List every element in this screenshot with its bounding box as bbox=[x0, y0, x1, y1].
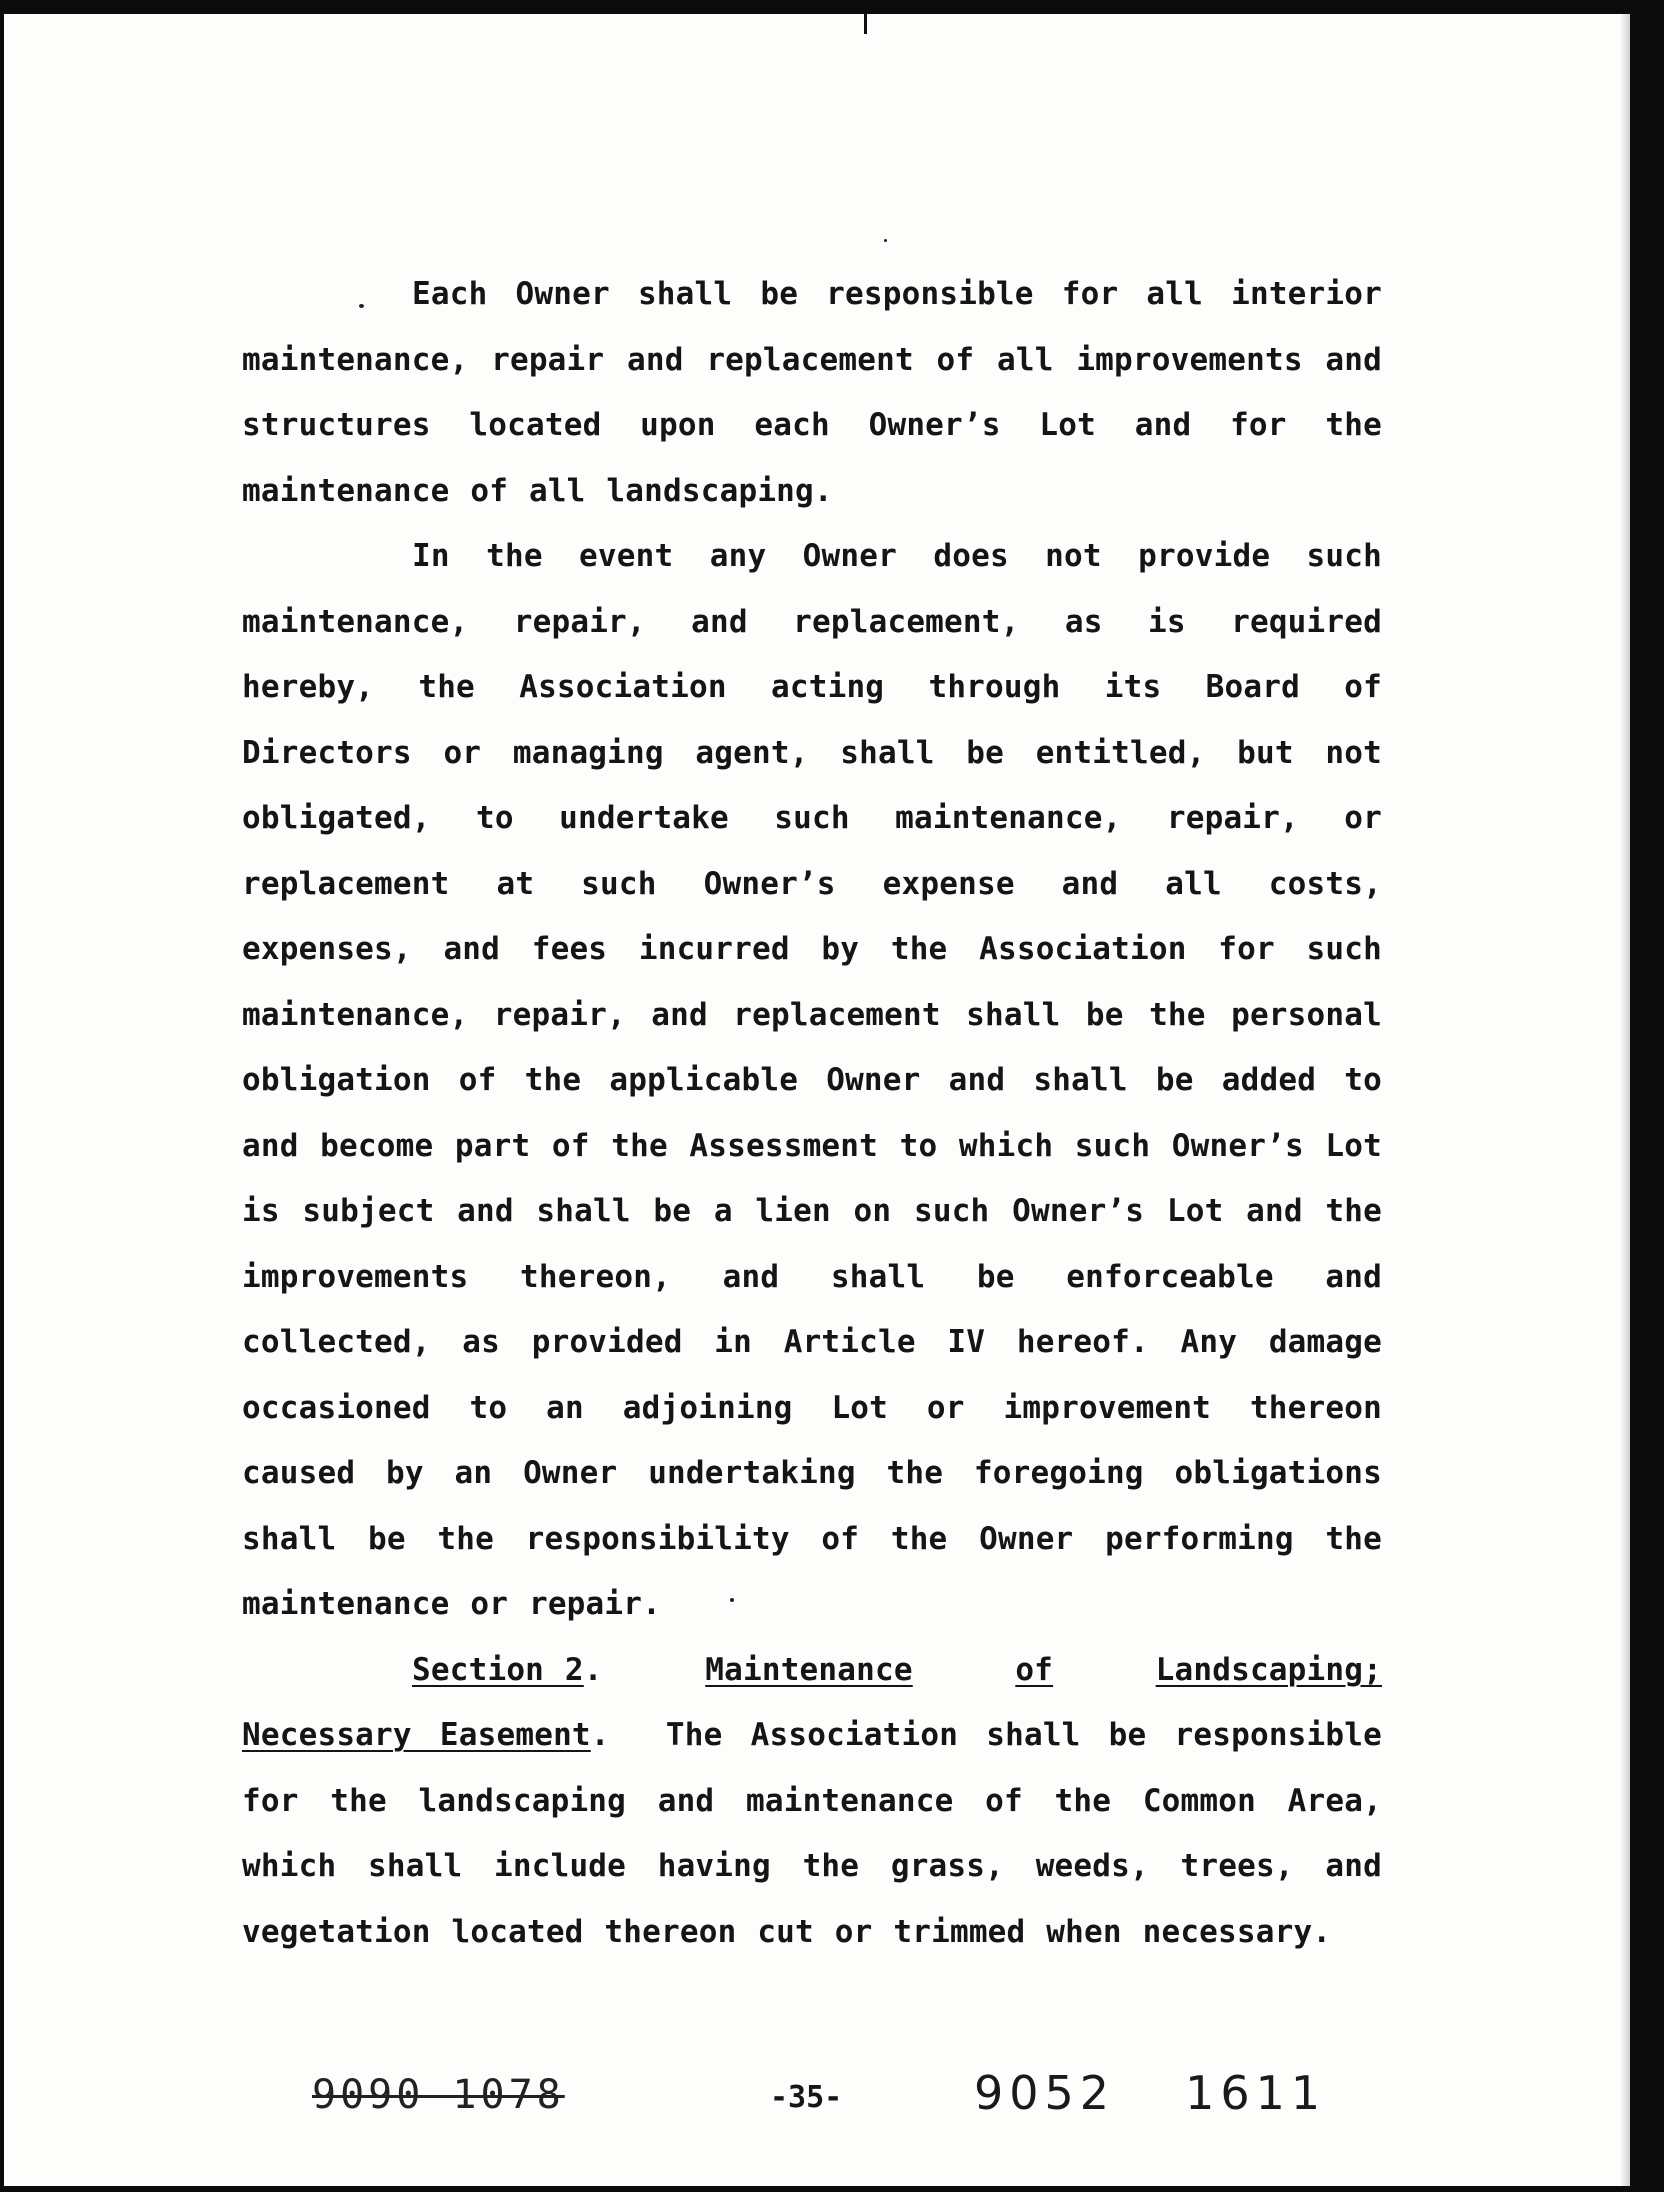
scan-speck bbox=[359, 304, 364, 308]
section-2-text: The Association shall be responsible for the landscaping and maintenance of the Common Area, which shall include having the grass, weeds, trees, and vegetation located thereon cut or trimmed when necessary. bbox=[242, 1717, 1383, 1950]
struck-through-number: 9090 1078 bbox=[312, 2072, 565, 2118]
scan-speck bbox=[884, 239, 887, 242]
section-2-title-part-3: Landscaping; bbox=[1155, 1651, 1382, 1688]
section-2-title-part-2: of bbox=[1015, 1651, 1054, 1688]
body-text bbox=[242, 262, 1382, 1965]
section-2-heading bbox=[242, 1638, 1382, 1704]
scan-speck bbox=[730, 1598, 734, 1602]
section-2-title-part-1: Maintenance bbox=[705, 1651, 913, 1688]
scan-mark bbox=[864, 14, 867, 34]
document-stamp bbox=[974, 2066, 1396, 2120]
stamp-number-1: 9052 bbox=[974, 2066, 1116, 2120]
page-number: -35- bbox=[770, 2080, 843, 2115]
paragraph-association-remedy: In the event any Owner does not provide such maintenance, repair, and replacement, as is required hereby, the Association acting through its Board of Directors or managing agent, shall be entitled, but not obligated, to undertake such maintenance, repair, or replacement at such Owner’s expense and all costs, expenses, and fees incurred by the Association for such maintenance, repair, and replacement shall be the personal obligation of the applicable Owner and shall be added to and become part of the Assessment to which such Owner’s Lot is subject and shall be a lien on such Owner’s Lot and the improvements thereon, and shall be enforceable and collected, as provided in Article IV hereof. Any damage occasioned to an adjoining Lot or improvement thereon caused by an Owner undertaking the foregoing obligations shall be the responsibility of the Owner performing the maintenance or repair. bbox=[242, 538, 1382, 1622]
section-2-label-wrap: Section 2. bbox=[412, 1651, 603, 1688]
section-2-label: Section 2 bbox=[412, 1651, 584, 1688]
section-2-title-part-4: Necessary Easement bbox=[242, 1717, 591, 1753]
paragraph-owner-maintenance: Each Owner shall be responsible for all interior maintenance, repair and replacement of all improvements and structures located upon each Owner’s Lot and for the maintenance of all landscaping. bbox=[242, 276, 1382, 509]
page-edge-shadow bbox=[1620, 14, 1630, 2186]
stamp-number-2: 1611 bbox=[1185, 2066, 1327, 2120]
section-2-body: Necessary Easement. The Association shall be responsible for the landscaping and maintenance of the Common Area, which shall include having the grass, weeds, trees, and vegetation located thereon cut or trimmed when necessary. bbox=[242, 1717, 1383, 1950]
page-footer bbox=[4, 2066, 1630, 2136]
document-page bbox=[4, 14, 1630, 2186]
